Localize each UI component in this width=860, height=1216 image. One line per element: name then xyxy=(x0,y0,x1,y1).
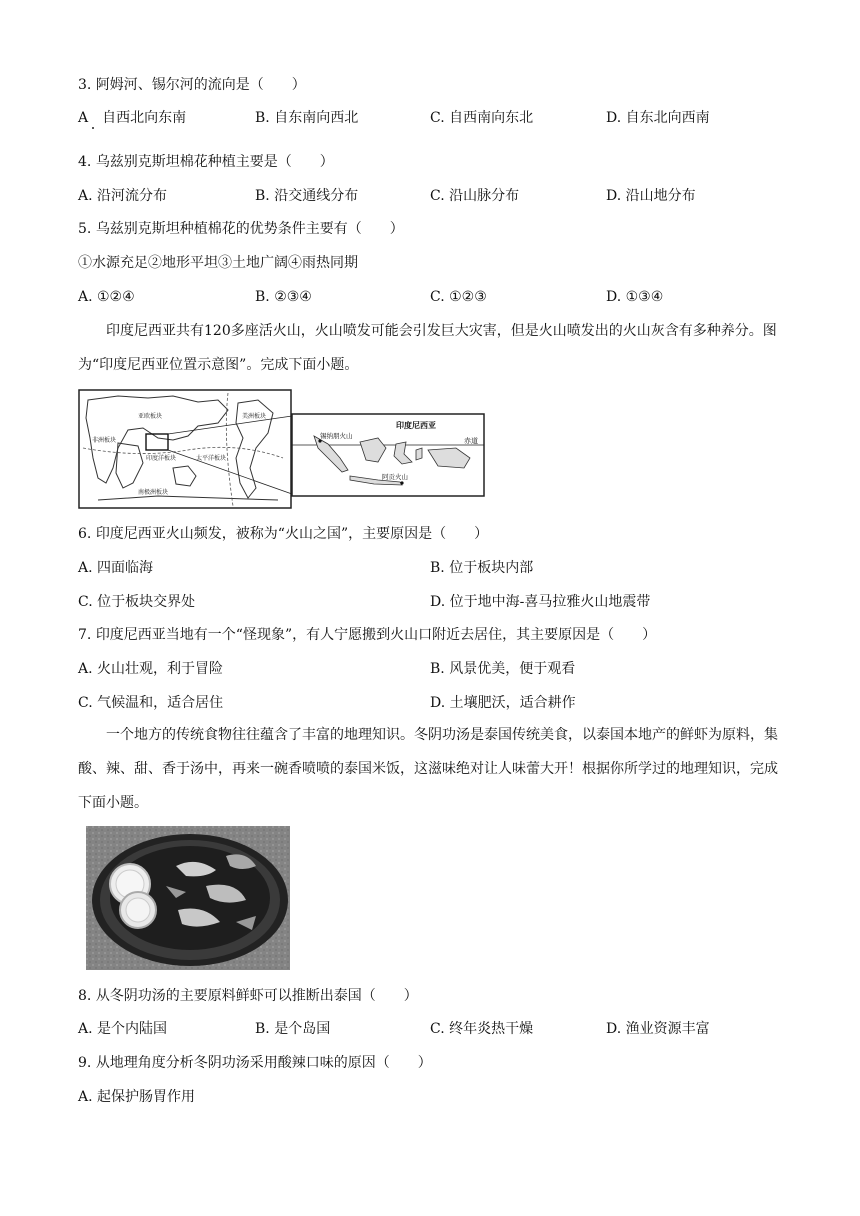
volcano-label-sinabung: 锡纳朋火山 xyxy=(320,432,353,440)
q7-option-c: C. 气候温和，适合居住 xyxy=(78,695,224,711)
q4-option-a: A. 沿河流分布 xyxy=(78,188,168,204)
question-3-stem: 3. 阿姆河、锡尔河的流向是（ ） xyxy=(78,77,306,93)
indonesia-location-map xyxy=(78,388,486,510)
plate-label-africa: 非洲板块 xyxy=(92,437,117,444)
plate-label-eurasia: 亚欧板块 xyxy=(138,413,163,420)
q8-option-a: A. 是个内陆国 xyxy=(78,1021,168,1037)
q7-option-b: B. 风景优美，便于观看 xyxy=(430,661,576,677)
plate-label-america: 美洲板块 xyxy=(242,413,267,420)
passage-indonesia: 印度尼西亚共有120多座活火山，火山喷发可能会引发巨大灾害，但是火山喷发出的火山灰含有多种养分。图为“印度尼西亚位置示意图”。完成下面小题。 xyxy=(78,323,777,373)
q5-option-a: A. ①②④ xyxy=(78,289,135,305)
question-5-conditions: ①水源充足②地形平坦③土地广阔④雨热同期 xyxy=(78,255,358,271)
plate-label-antarctic: 南极洲板块 xyxy=(138,489,169,496)
question-6-stem: 6. 印度尼西亚火山频发，被称为“火山之国”，主要原因是（ ） xyxy=(78,526,489,542)
q3-option-c: C. 自西南向东北 xyxy=(430,110,534,126)
q4-option-c: C. 沿山脉分布 xyxy=(430,188,520,204)
q7-option-d: D. 土壤肥沃，适合耕作 xyxy=(430,695,576,711)
equator-label: 赤道 xyxy=(464,437,478,445)
q8-option-c: C. 终年炎热干燥 xyxy=(430,1021,534,1037)
question-5-stem: 5. 乌兹别克斯坦种植棉花的优势条件主要有（ ） xyxy=(78,221,404,237)
q3-option-b: B. 自东南向西北 xyxy=(255,110,359,126)
tom-yum-soup-photo xyxy=(86,826,290,970)
question-8-stem: 8. 从冬阴功汤的主要原料鲜虾可以推断出泰国（ ） xyxy=(78,988,418,1004)
q3-option-a: A 自西北向东南 xyxy=(78,110,187,126)
q5-option-b: B. ②③④ xyxy=(255,289,312,305)
question-7-stem: 7. 印度尼西亚当地有一个“怪现象”，有人宁愿搬到火山口附近去居住，其主要原因是（ ） xyxy=(78,627,657,643)
stray-dot xyxy=(92,127,94,129)
volcano-label-agung: 阿贡火山 xyxy=(382,473,408,481)
q6-option-b: B. 位于板块内部 xyxy=(430,560,534,576)
q7-option-a: A. 火山壮观，利于冒险 xyxy=(78,661,224,677)
q6-option-c: C. 位于板块交界处 xyxy=(78,594,196,610)
q8-option-d: D. 渔业资源丰富 xyxy=(606,1021,710,1037)
question-4-stem: 4. 乌兹别克斯坦棉花种植主要是（ ） xyxy=(78,154,334,170)
q5-option-c: C. ①②③ xyxy=(430,289,487,305)
question-9-stem: 9. 从地理角度分析冬阴功汤采用酸辣口味的原因（ ） xyxy=(78,1055,432,1071)
q6-option-d: D. 位于地中海-喜马拉雅火山地震带 xyxy=(430,594,651,610)
plate-label-pacific: 太平洋板块 xyxy=(196,455,227,462)
map-title: 印度尼西亚 xyxy=(396,421,436,430)
q4-option-b: B. 沿交通线分布 xyxy=(255,188,359,204)
q6-option-a: A. 四面临海 xyxy=(78,560,154,576)
q4-option-d: D. 沿山地分布 xyxy=(606,188,696,204)
q5-option-d: D. ①③④ xyxy=(606,289,664,305)
plate-label-indian: 印度洋板块 xyxy=(146,455,177,462)
q9-option-a: A. 起保护肠胃作用 xyxy=(78,1089,196,1105)
q8-option-b: B. 是个岛国 xyxy=(255,1021,331,1037)
q3-option-d: D. 自东北向西南 xyxy=(606,110,710,126)
passage-thailand: 一个地方的传统食物往往蕴含了丰富的地理知识。冬阴功汤是泰国传统美食，以泰国本地产的鲜虾为原料，集酸、辣、甜、香于汤中，再来一碗香喷喷的泰国米饭，这滋味绝对让人味蕾大开！根据你所学过的地理知识，完成下面小题。 xyxy=(78,727,778,811)
